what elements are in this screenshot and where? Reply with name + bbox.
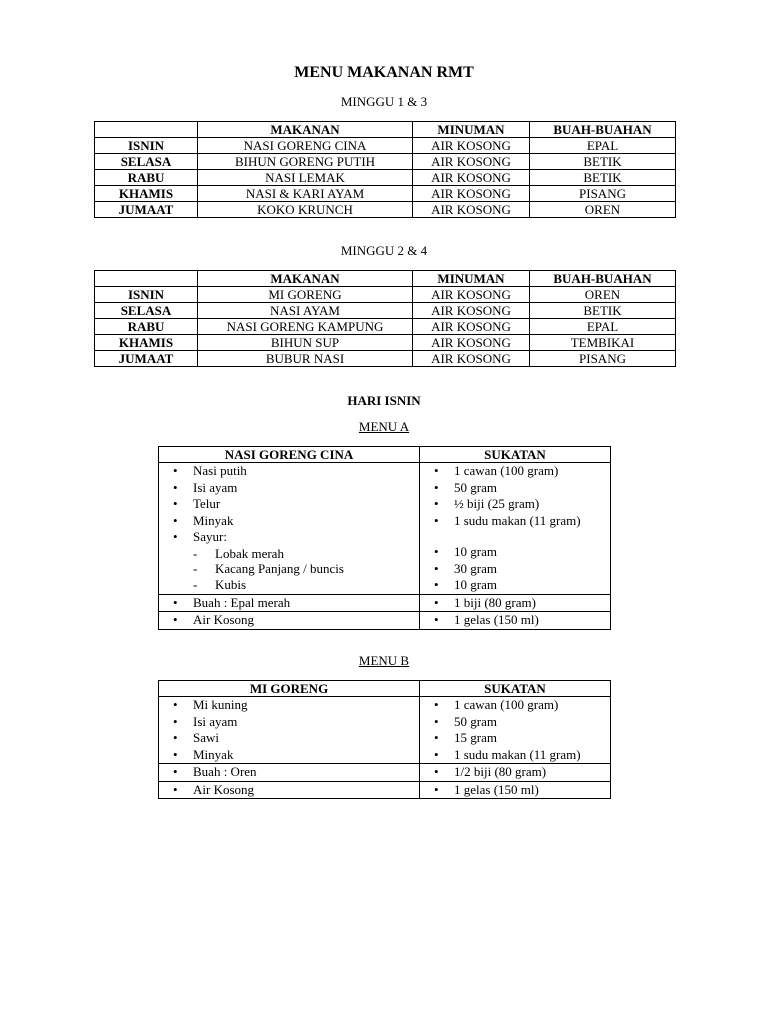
list-item: • Minyak bbox=[159, 747, 419, 764]
list-item: • Isi ayam bbox=[159, 714, 419, 731]
list-item: • 1 cawan (100 gram) bbox=[420, 463, 610, 480]
list-item: • 1 cawan (100 gram) bbox=[420, 697, 610, 714]
fruit-cell bbox=[159, 764, 420, 782]
minuman-cell: AIR KOSONG bbox=[413, 154, 530, 170]
list-item: • 10 gram bbox=[420, 544, 610, 561]
day-cell: JUMAAT bbox=[95, 351, 198, 367]
sukatan-header: SUKATAN bbox=[420, 447, 611, 463]
makanan-cell: NASI GORENG CINA bbox=[198, 138, 413, 154]
table-header-row bbox=[95, 122, 676, 138]
table-row bbox=[95, 170, 676, 186]
table-row bbox=[159, 612, 611, 630]
minuman-cell: AIR KOSONG bbox=[413, 351, 530, 367]
header-cell: MINUMAN bbox=[413, 122, 530, 138]
minuman-cell: AIR KOSONG bbox=[413, 138, 530, 154]
makanan-cell: NASI GORENG KAMPUNG bbox=[198, 319, 413, 335]
food-header: NASI GORENG CINA bbox=[159, 447, 420, 463]
list-item: • Isi ayam bbox=[159, 480, 419, 497]
makanan-cell: BIHUN SUP bbox=[198, 335, 413, 351]
list-item: • Sayur: bbox=[159, 529, 419, 546]
list-item: • 1 sudu makan (11 gram) bbox=[420, 747, 610, 764]
table-header-row bbox=[159, 447, 611, 463]
header-cell: MINUMAN bbox=[413, 271, 530, 287]
list-item: • 30 gram bbox=[420, 561, 610, 578]
week-label: MINGGU 1 & 3 bbox=[340, 94, 428, 109]
minuman-cell: AIR KOSONG bbox=[413, 303, 530, 319]
menu-b-table bbox=[158, 680, 611, 799]
buah-cell: TEMBIKAI bbox=[530, 335, 676, 351]
list-item: • Buah : Epal merah bbox=[159, 595, 419, 612]
table-row bbox=[159, 764, 611, 782]
table-row bbox=[95, 335, 676, 351]
day-cell: JUMAAT bbox=[95, 202, 198, 218]
list-item: • 50 gram bbox=[420, 480, 610, 497]
fruit-amount-cell bbox=[420, 594, 611, 612]
list-spacer bbox=[420, 529, 610, 544]
minuman-cell: AIR KOSONG bbox=[413, 170, 530, 186]
makanan-cell: MI GORENG bbox=[198, 287, 413, 303]
table-row bbox=[159, 463, 611, 595]
day-cell: RABU bbox=[95, 319, 198, 335]
table-row bbox=[159, 697, 611, 764]
header-cell bbox=[95, 271, 198, 287]
table-row bbox=[95, 186, 676, 202]
buah-cell: OREN bbox=[530, 287, 676, 303]
sub-list-item: - Lobak merah bbox=[159, 546, 419, 562]
day-cell: ISNIN bbox=[95, 287, 198, 303]
table-row bbox=[95, 303, 676, 319]
buah-cell: BETIK bbox=[530, 154, 676, 170]
menu-a-label: MENU A bbox=[358, 419, 410, 434]
table-row bbox=[159, 781, 611, 799]
day-cell: KHAMIS bbox=[95, 186, 198, 202]
list-item: • 50 gram bbox=[420, 714, 610, 731]
minuman-cell: AIR KOSONG bbox=[413, 202, 530, 218]
buah-cell: BETIK bbox=[530, 303, 676, 319]
table-row bbox=[95, 287, 676, 303]
makanan-cell: NASI & KARI AYAM bbox=[198, 186, 413, 202]
list-item: • Telur bbox=[159, 496, 419, 513]
table-row bbox=[95, 319, 676, 335]
food-header: MI GORENG bbox=[159, 681, 420, 697]
sukatan-header: SUKATAN bbox=[420, 681, 611, 697]
day-cell: ISNIN bbox=[95, 138, 198, 154]
table-header-row bbox=[95, 271, 676, 287]
drink-cell bbox=[159, 781, 420, 799]
list-item: • 15 gram bbox=[420, 730, 610, 747]
sub-list-item: - Kacang Panjang / buncis bbox=[159, 561, 419, 577]
table-row bbox=[159, 594, 611, 612]
day-cell: SELASA bbox=[95, 154, 198, 170]
minuman-cell: AIR KOSONG bbox=[413, 335, 530, 351]
menu-b-label: MENU B bbox=[358, 653, 410, 668]
buah-cell: BETIK bbox=[530, 170, 676, 186]
ingredient-cell bbox=[159, 697, 420, 764]
list-item: • Sawi bbox=[159, 730, 419, 747]
drink-cell bbox=[159, 612, 420, 630]
makanan-cell: NASI LEMAK bbox=[198, 170, 413, 186]
table-header-row bbox=[159, 681, 611, 697]
buah-cell: EPAL bbox=[530, 138, 676, 154]
day-heading: HARI ISNIN bbox=[347, 393, 421, 408]
list-item: • 1 gelas (150 ml) bbox=[420, 782, 610, 799]
header-cell: MAKANAN bbox=[198, 122, 413, 138]
minuman-cell: AIR KOSONG bbox=[413, 287, 530, 303]
list-item: • ½ biji (25 gram) bbox=[420, 496, 610, 513]
ingredient-cell bbox=[159, 463, 420, 595]
table-row bbox=[95, 138, 676, 154]
sub-list-item: - Kubis bbox=[159, 577, 419, 593]
minuman-cell: AIR KOSONG bbox=[413, 319, 530, 335]
drink-amount-cell bbox=[420, 781, 611, 799]
list-item: • 10 gram bbox=[420, 577, 610, 594]
day-cell: KHAMIS bbox=[95, 335, 198, 351]
week-table-2 bbox=[94, 270, 676, 367]
day-cell: SELASA bbox=[95, 303, 198, 319]
day-cell: RABU bbox=[95, 170, 198, 186]
menu-a-table bbox=[158, 446, 611, 630]
table-row bbox=[95, 154, 676, 170]
amount-cell bbox=[420, 463, 611, 595]
table-row bbox=[95, 351, 676, 367]
week-label: MINGGU 2 & 4 bbox=[340, 243, 428, 258]
list-item: • 1/2 biji (80 gram) bbox=[420, 764, 610, 781]
header-cell: MAKANAN bbox=[198, 271, 413, 287]
list-item: • 1 gelas (150 ml) bbox=[420, 612, 610, 629]
week-table-1 bbox=[94, 121, 676, 218]
fruit-cell bbox=[159, 594, 420, 612]
header-cell: BUAH-BUAHAN bbox=[530, 271, 676, 287]
list-item: • Mi kuning bbox=[159, 697, 419, 714]
makanan-cell: KOKO KRUNCH bbox=[198, 202, 413, 218]
list-item: • 1 sudu makan (11 gram) bbox=[420, 513, 610, 530]
list-item: • Buah : Oren bbox=[159, 764, 419, 781]
list-item: • Minyak bbox=[159, 513, 419, 530]
page-title: MENU MAKANAN RMT bbox=[294, 64, 474, 81]
list-item: • Nasi putih bbox=[159, 463, 419, 480]
makanan-cell: BUBUR NASI bbox=[198, 351, 413, 367]
table-row bbox=[95, 202, 676, 218]
buah-cell: PISANG bbox=[530, 186, 676, 202]
makanan-cell: NASI AYAM bbox=[198, 303, 413, 319]
drink-amount-cell bbox=[420, 612, 611, 630]
makanan-cell: BIHUN GORENG PUTIH bbox=[198, 154, 413, 170]
list-item: • Air Kosong bbox=[159, 612, 419, 629]
buah-cell: EPAL bbox=[530, 319, 676, 335]
minuman-cell: AIR KOSONG bbox=[413, 186, 530, 202]
amount-cell bbox=[420, 697, 611, 764]
fruit-amount-cell bbox=[420, 764, 611, 782]
buah-cell: PISANG bbox=[530, 351, 676, 367]
header-cell bbox=[95, 122, 198, 138]
buah-cell: OREN bbox=[530, 202, 676, 218]
list-item: • Air Kosong bbox=[159, 782, 419, 799]
list-item: • 1 biji (80 gram) bbox=[420, 595, 610, 612]
header-cell: BUAH-BUAHAN bbox=[530, 122, 676, 138]
